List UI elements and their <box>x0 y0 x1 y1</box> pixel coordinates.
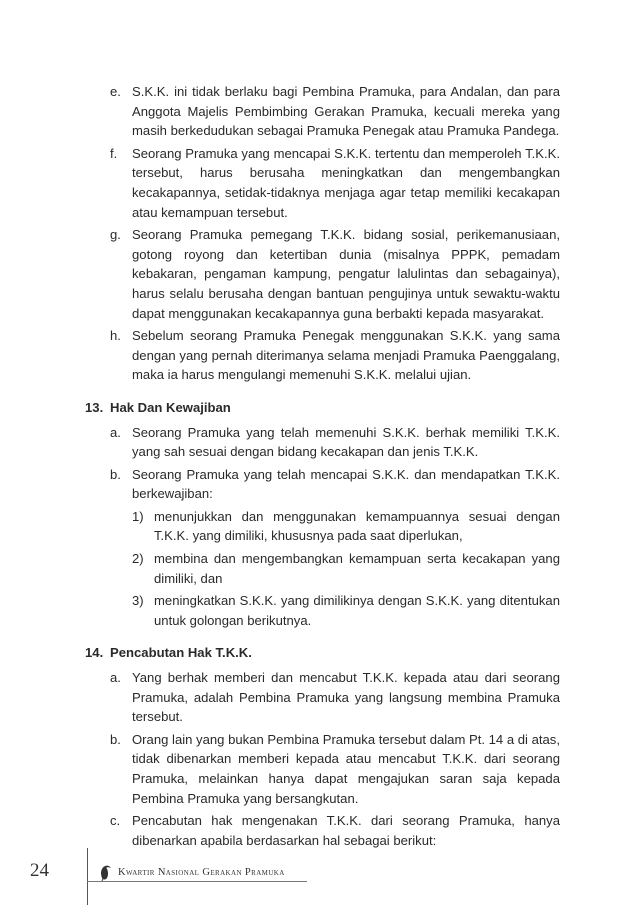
sub-item-1 <box>88 507 560 546</box>
section-title: Hak Dan Kewajiban <box>110 399 231 415</box>
item-text: S.K.K. ini tidak berlaku bagi Pembina Pramuka, para Andalan, dan para Anggota Majelis Pembimbing Gerakan Pramuka, kecuali mereka yang masih berkedudukan sebagai Pramuka Penegak atau Pramuka Pandega. <box>132 84 560 139</box>
list-item-14a <box>88 668 560 727</box>
section-number: 14. <box>85 645 104 661</box>
item-text: Orang lain yang bukan Pembina Pramuka tersebut dalam Pt. 14 a di atas, tidak dibenarkan memberi kepada atau mencabut T.K.K. dari seorang Pramuka, melainkan hanya dapat mengajukan saran saja kepada Pembina Pramuka yang bersangkutan. <box>132 731 560 806</box>
item-text: Sebelum seorang Pramuka Penegak menggunakan S.K.K. yang sama dengan yang pernah diterimanya selama menjadi Pramuka Paenggalang, maka ia harus mengulangi memenuhi S.K.K. melalui ujian. <box>132 328 560 383</box>
item-label: a. <box>110 670 121 686</box>
item-label: 2) <box>132 551 144 567</box>
item-text: Pencabutan hak mengenakan T.K.K. dari seorang Pramuka, hanya dibenarkan apabila berdasarkan hal sebagai berikut: <box>132 813 560 848</box>
item-label: b. <box>110 731 121 747</box>
item-label: c. <box>110 813 121 829</box>
page-number: 24 <box>30 860 49 881</box>
item-label: b. <box>110 466 121 482</box>
list-item-h <box>88 326 560 385</box>
section-title: Pencabutan Hak T.K.K. <box>110 645 252 661</box>
item-label: 3) <box>132 593 144 609</box>
item-text: Seorang Pramuka yang mencapai S.K.K. tertentu dan memperoleh T.K.K. tersebut, harus berusaha meningkatkan dan mengembangkan kecakapannya, setidak-tidaknya menjaga agar tetap memiliki kecakapan atau kemampuan tersebut. <box>132 145 560 220</box>
section-heading-13 <box>85 398 560 418</box>
list-item-f <box>88 144 560 222</box>
footer-vertical-rule <box>87 848 88 905</box>
item-label: f. <box>110 145 118 161</box>
item-label: a. <box>110 424 121 440</box>
item-text: Yang berhak memberi dan mencabut T.K.K. kepada atau dari seorang Pramuka, adalah Pembina Pramuka yang langsung membina Pramuka tersebut. <box>132 670 560 725</box>
item-text: meningkatkan S.K.K. yang dimilikinya dengan S.K.K. yang ditentukan untuk golongan berikutnya. <box>154 593 560 628</box>
list-item-14b <box>88 730 560 808</box>
section-number: 13. <box>85 399 104 415</box>
sub-item-3 <box>88 591 560 630</box>
tunas-kelapa-icon <box>98 864 112 882</box>
sub-item-2 <box>88 549 560 588</box>
list-item-13a <box>88 423 560 462</box>
item-label: h. <box>110 328 121 344</box>
item-label: e. <box>110 84 121 99</box>
item-label: 1) <box>132 508 144 524</box>
footer-horizontal-rule <box>87 881 307 882</box>
item-text: Seorang Pramuka yang telah memenuhi S.K.K. berhak memiliki T.K.K. yang sah sesuai dengan bidang kecakapan dan jenis T.K.K. <box>132 424 560 460</box>
list-item-g <box>88 225 560 323</box>
item-text: menunjukkan dan menggunakan kemampuannya sesuai dengan T.K.K. yang dimiliki, khususnya pada saat diperlukan, <box>154 508 560 544</box>
list-item-13b <box>88 465 560 504</box>
organization-name: Kwartir Nasional Gerakan Pramuka <box>118 867 285 878</box>
item-text: Seorang Pramuka pemegang T.K.K. bidang sosial, perikemanusiaan, gotong royong dan ketertiban dunia (misalnya PPPK, pemadam kebakaran, pengaman kampung, pengatur lalulintas dan sebagainya), harus selalu berusaha dengan bantuan pengujinya untuk sewaktu-waktu dapat menggunakan kecakapannya guna berbakti kepada masyarakat. <box>132 227 560 321</box>
section-heading-14 <box>85 643 560 663</box>
list-item-e <box>88 82 560 141</box>
item-text: Seorang Pramuka yang telah mencapai S.K.K. dan mendapatkan T.K.K. berkewajiban: <box>132 466 560 502</box>
page-content <box>85 82 560 853</box>
item-label: g. <box>110 227 121 243</box>
list-item-14c <box>88 811 560 850</box>
page-footer <box>0 848 638 905</box>
item-text: membina dan mengembangkan kemampuan serta kecakapan yang dimiliki, dan <box>154 551 560 586</box>
